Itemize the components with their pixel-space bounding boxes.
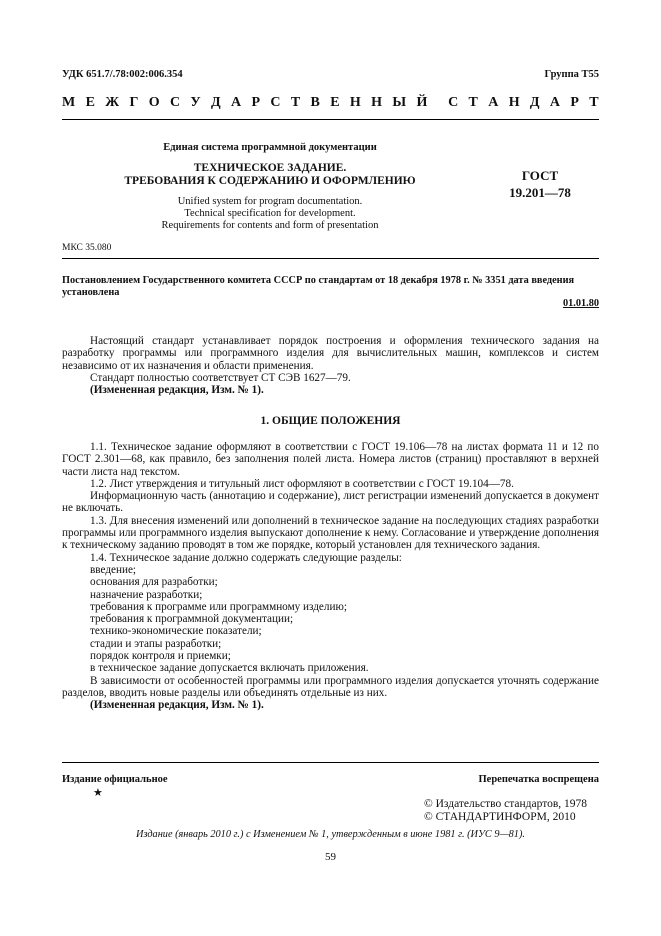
heading-letter: Д bbox=[529, 95, 540, 110]
heading-letter: У bbox=[190, 95, 201, 110]
clause-1-2-info: Информационную часть (аннотацию и содержание), лист регистрации изменений допускается в документ не включать. bbox=[62, 490, 599, 515]
reprint-prohibited: Перепечатка воспрещена bbox=[478, 774, 599, 785]
mks-code: МКС 35.080 bbox=[62, 243, 112, 253]
document-title bbox=[110, 162, 430, 188]
list-item: введение; bbox=[90, 563, 137, 576]
heading-letter: М bbox=[62, 95, 76, 110]
heading-letter: В bbox=[310, 95, 320, 110]
list-item: стадии и этапы разработки; bbox=[90, 637, 222, 650]
section-1-title: 1. ОБЩИЕ ПОЛОЖЕНИЯ bbox=[260, 415, 401, 427]
official-edition: Издание официальное bbox=[62, 774, 168, 785]
sections-list bbox=[62, 564, 599, 675]
section-1 bbox=[62, 415, 599, 427]
heading-letter: Й bbox=[416, 95, 428, 110]
heading-letter: Н bbox=[371, 95, 383, 110]
heading-letter: Р bbox=[570, 95, 579, 110]
group-code: Группа Т55 bbox=[544, 69, 599, 80]
english-title-line-2: Technical specification for development. bbox=[184, 208, 356, 219]
interstate-standard-heading bbox=[62, 95, 599, 111]
heading-letter: С bbox=[270, 95, 281, 110]
heading-letter: Т bbox=[290, 95, 301, 110]
clause-1-1: 1.1. Техническое задание оформляют в соответствии с ГОСТ 19.106—78 на листах формата 11 и 12 по ГОСТ 2.301—68, как правило, без заполнения полей листа. Номера листов (страниц) проставляют в верхней части листа над текстом. bbox=[62, 441, 599, 478]
heading-letter: Н bbox=[349, 95, 361, 110]
clause-1-4: 1.4. Техническое задание должно содержать следующие разделы: bbox=[90, 551, 402, 564]
list-item: технико-экономические показатели; bbox=[90, 625, 262, 638]
heading-letter: С bbox=[448, 95, 459, 110]
english-title bbox=[110, 196, 430, 232]
title-line-1: ТЕХНИЧЕСКОЕ ЗАДАНИЕ. bbox=[193, 162, 347, 174]
copyright-block bbox=[424, 798, 587, 824]
heading-letter: Н bbox=[508, 95, 520, 110]
gost-label: ГОСТ bbox=[521, 168, 559, 183]
clause-1-4-note: В зависимости от особенностей программы или программного изделия допускается уточнять содержание разделов, вводить новые разделы или объединять отдельные из них. bbox=[62, 674, 599, 699]
heading-letter: Т bbox=[468, 95, 478, 110]
english-title-line-3: Requirements for contents and form of presentation bbox=[161, 220, 379, 231]
list-item: в техническое задание допускается включать приложения. bbox=[90, 662, 369, 675]
gost-designation bbox=[490, 167, 590, 201]
heading-letter: Е bbox=[85, 95, 95, 110]
heading-letter: Д bbox=[211, 95, 221, 110]
section-1-amendment: (Измененная редакция, Изм. № 1). bbox=[90, 699, 264, 712]
heading-letter: А bbox=[549, 95, 561, 110]
intro-amendment: (Измененная редакция, Изм. № 1). bbox=[90, 384, 264, 397]
udk-code: УДК 651.7/.78:002:006.354 bbox=[62, 69, 183, 80]
heading-letter: Т bbox=[589, 95, 599, 110]
section-1-body bbox=[62, 441, 599, 712]
gost-number: 19.201—78 bbox=[509, 185, 571, 200]
copyright-line-1: © Издательство стандартов, 1978 bbox=[424, 798, 588, 810]
heading-letter: А bbox=[488, 95, 499, 110]
list-item: назначение разработки; bbox=[90, 588, 203, 601]
title-line-2: ТРЕБОВАНИЯ К СОДЕРЖАНИЮ И ОФОРМЛЕНИЮ bbox=[124, 175, 416, 187]
clause-1-2: 1.2. Лист утверждения и титульный лист оформляют в соответствии с ГОСТ 19.104—78. bbox=[90, 477, 514, 490]
introduction-date: 01.01.80 bbox=[562, 298, 599, 309]
clause-1-3: 1.3. Для внесения изменений или дополнений в техническое задание на последующих стадиях разработки программы или программного изделия выпускают дополнение к нему. Согласование и утверждение дополнения к техническому заданию проводят в том же порядке, который установлен для технического задания. bbox=[62, 514, 599, 552]
heading-letter: Г bbox=[129, 95, 139, 110]
heading-letter: Е bbox=[330, 95, 340, 110]
heading-letter: С bbox=[169, 95, 181, 110]
copyright-line-2: © СТАНДАРТИНФОРМ, 2010 bbox=[424, 811, 576, 823]
intro-body bbox=[62, 335, 599, 396]
list-item: порядок контроля и приемки; bbox=[90, 650, 231, 663]
intro-compliance: Стандарт полностью соответствует СТ СЭВ 1627—79. bbox=[90, 371, 351, 384]
page-number: 59 bbox=[325, 851, 336, 863]
decree-text: Постановлением Государственного комитета СССР по стандартам от 18 декабря 1978 г. № 3351 дата введения установлена bbox=[62, 275, 575, 298]
heading-letter: Ы bbox=[392, 95, 407, 110]
intro-paragraph: Настоящий стандарт устанавливает порядок построения и оформления технического задания на разработку программы или программного изделия для вычислительных машин, комплексов и систем независимо от их назначения и области применения. bbox=[62, 335, 599, 372]
footer-rule bbox=[62, 762, 599, 763]
heading-letter: А bbox=[231, 95, 242, 110]
header-rule bbox=[62, 119, 599, 120]
mks-rule bbox=[62, 258, 599, 259]
heading-letter: О bbox=[148, 95, 160, 110]
list-item: требования к программе или программному изделию; bbox=[90, 600, 347, 613]
list-item: основания для разработки; bbox=[90, 576, 218, 589]
heading-letter: Р bbox=[251, 95, 261, 110]
list-item: требования к программной документации; bbox=[90, 613, 294, 626]
edition-note: Издание (январь 2010 г.) с Изменением № 1, утвержденным в июне 1981 г. (ИУС 9—81). bbox=[136, 829, 525, 840]
star-icon: ★ bbox=[93, 787, 103, 799]
system-name: Единая система программной документации bbox=[163, 142, 377, 153]
english-title-line-1: Unified system for program documentation. bbox=[177, 196, 363, 207]
heading-letter: Ж bbox=[105, 95, 120, 110]
